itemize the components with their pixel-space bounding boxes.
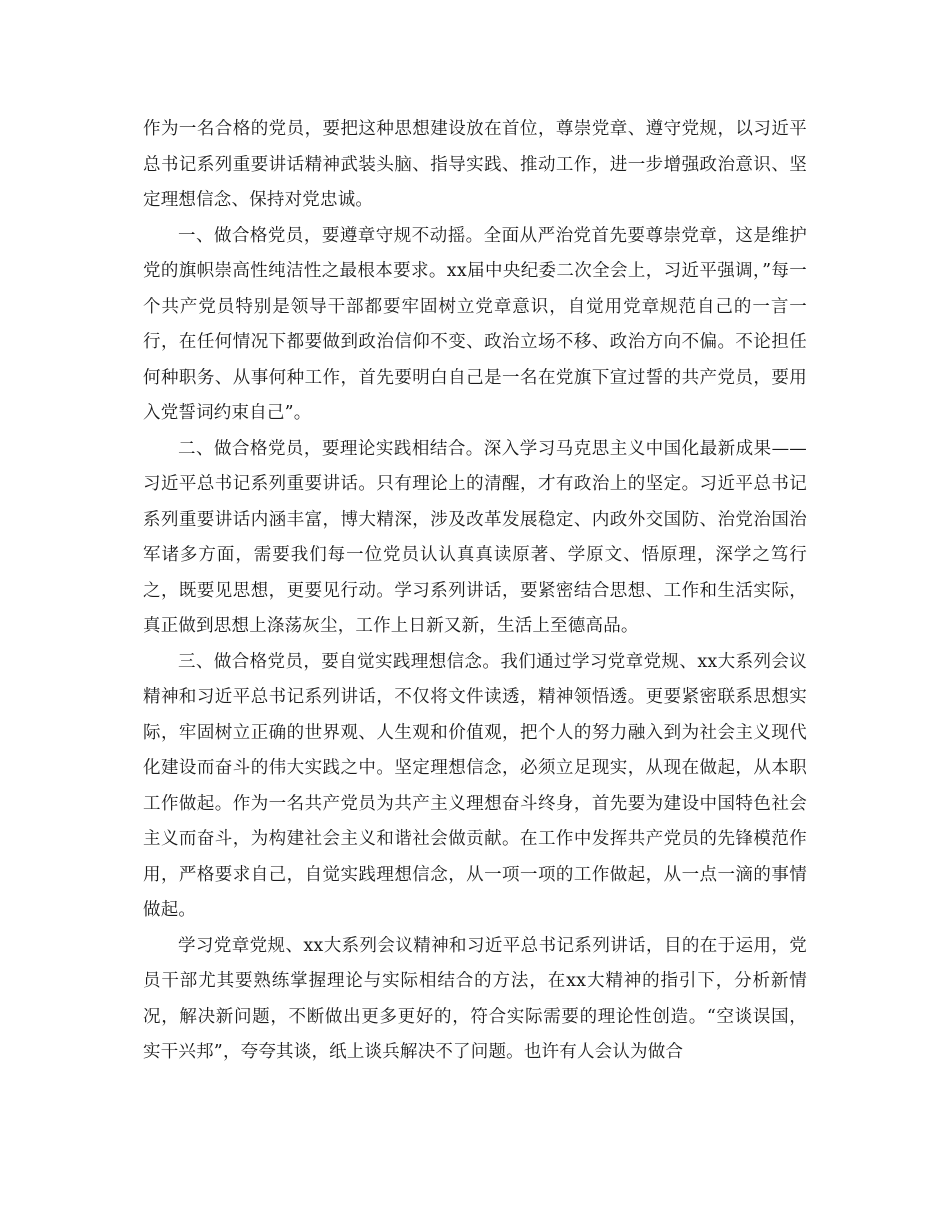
document-body (143, 112, 807, 1071)
paragraph-intro: 作为一名合格的党员，要把这种思想建设放在首位，尊崇党章、遵守党规，以习近平总书记系列重要讲话精神武装头脑、指导实践、推动工作，进一步增强政治意识、坚定理想信念、保持对党忠诚。 (143, 119, 807, 210)
paragraph-section-three: 三、做合格党员，要自觉实践理想信念。我们通过学习党章党规、xx大系列会议精神和习近平总书记系列讲话，不仅将文件读透，精神领悟透。更要紧密联系思想实际，牢固树立正确的世界观、人生观和价值观，把个人的努力融入到为社会主义现代化建设而奋斗的伟大实践之中。坚定理想信念，必须立足现实，从现在做起，从本职工作做起。作为一名共产党员为共产主义理想奋斗终身，首先要为建设中国特色社会主义而奋斗，为构建社会主义和谐社会做贡献。在工作中发挥共产党员的先锋模范作用，严格要求自己，自觉实践理想信念，从一项一项的工作做起，从一点一滴的事情做起。 (143, 651, 807, 920)
paragraph-section-one: 一、做合格党员，要遵章守规不动摇。全面从严治党首先要尊崇党章，这是维护党的旗帜崇高性纯洁性之最根本要求。xx届中央纪委二次全会上，习近平强调，”每一个共产党员特别是领导干部都要牢固树立党章意识，自觉用党章规范自己的一言一行，在任何情况下都要做到政治信仰不变、政治立场不移、政治方向不偏。不论担任何种职务、从事何种工作，首先要明白自己是一名在党旗下宣过誓的共产党员，要用入党誓词约束自己”。 (143, 225, 807, 423)
paragraph-section-two: 二、做合格党员，要理论实践相结合。深入学习马克思主义中国化最新成果——习近平总书记系列重要讲话。只有理论上的清醒，才有政治上的坚定。习近平总书记系列重要讲话内涵丰富，博大精深，涉及改革发展稳定、内政外交国防、治党治国治军诸多方面，需要我们每一位党员认认真真读原著、学原文、悟原理，深学之笃行之，既要见思想，更要见行动。学习系列讲话，要紧密结合思想、工作和生活实际，真正做到思想上涤荡灰尘，工作上日新又新，生活上至德高品。 (143, 438, 807, 636)
paragraph-conclusion: 学习党章党规、xx大系列会议精神和习近平总书记系列讲话，目的在于运用，党员干部尤其要熟练掌握理论与实际相结合的方法，在xx大精神的指引下，分析新情况，解决新问题，不断做出更多更好的，符合实际需要的理论性创造。“空谈误国，实干兴邦”，夸夸其谈，纸上谈兵解决不了问题。也许有人会认为做合 (143, 935, 807, 1062)
